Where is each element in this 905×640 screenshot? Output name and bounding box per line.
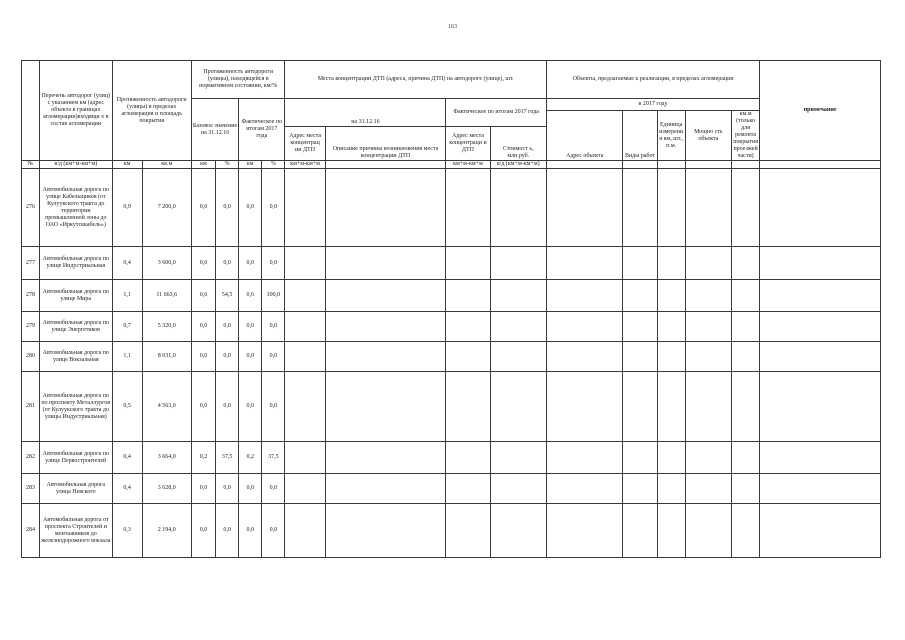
sub-n: № (22, 161, 40, 169)
row-empty-cell (285, 169, 325, 247)
sub-blank-7 (760, 161, 881, 169)
row-fact-km: 0,0 (239, 247, 262, 280)
row-empty-cell (623, 169, 657, 247)
header-dtp-date: на 31.12.16 (285, 99, 446, 127)
row-empty-cell (623, 372, 657, 442)
row-fact-km: 0,0 (239, 169, 262, 247)
row-empty-cell (546, 474, 622, 504)
row-empty-cell (325, 372, 446, 442)
sub-km3: км (239, 161, 262, 169)
row-empty-cell (657, 442, 685, 474)
row-empty-cell (685, 280, 731, 312)
row-empty-cell (657, 504, 685, 558)
row-empty-cell (546, 280, 622, 312)
row-length-km: 0,4 (112, 247, 142, 280)
header-dtp-reason: Описание причины возникновения места концентрации ДТП (325, 126, 446, 160)
row-empty-cell (657, 247, 685, 280)
row-empty-cell (657, 312, 685, 342)
row-empty-cell (760, 342, 881, 372)
row-empty-cell (490, 280, 546, 312)
row-length-km: 0,3 (112, 504, 142, 558)
row-empty-cell (685, 342, 731, 372)
row-length-km: 1,1 (112, 280, 142, 312)
row-empty-cell (285, 504, 325, 558)
row-empty-cell (285, 442, 325, 474)
sub-pct: % (216, 161, 239, 169)
row-empty-cell (446, 504, 490, 558)
row-number: 278 (22, 280, 40, 312)
sub-blank-1 (325, 161, 446, 169)
row-empty-cell (685, 504, 731, 558)
row-empty-cell (731, 372, 759, 442)
row-base-pct: 0,0 (216, 247, 239, 280)
row-road-name: Автомобильная дорога по улице Вокзальная (40, 342, 112, 372)
header-normative: Протяженность автодороги (улицы), находящейся в нормативном состоянии, км/% (191, 61, 285, 99)
header-n-blank (22, 61, 40, 161)
row-empty-cell (685, 474, 731, 504)
header-length: Протяженность автодороги (улицы) в пределах агломерация и площадь покрытия (112, 61, 191, 161)
sub-kmm2: км+м-км+м (446, 161, 490, 169)
sub-km: км (112, 161, 142, 169)
row-number: 280 (22, 342, 40, 372)
table-row (22, 504, 881, 558)
row-area: 3 664,0 (142, 442, 191, 474)
row-empty-cell (446, 372, 490, 442)
row-empty-cell (285, 474, 325, 504)
row-empty-cell (623, 312, 657, 342)
row-base-km: 0,2 (191, 442, 215, 474)
row-base-km: 0,0 (191, 504, 215, 558)
row-empty-cell (325, 312, 446, 342)
sub-blank-4 (657, 161, 685, 169)
row-empty-cell (546, 442, 622, 474)
row-empty-cell (657, 474, 685, 504)
sub-blank-6 (731, 161, 759, 169)
sub-vd: в/д (км+м-км+м) (40, 161, 112, 169)
row-empty-cell (446, 280, 490, 312)
roads-table (21, 60, 881, 558)
row-empty-cell (685, 247, 731, 280)
row-base-pct: 0,0 (216, 372, 239, 442)
row-length-km: 0,9 (112, 169, 142, 247)
row-empty-cell (685, 169, 731, 247)
table-row (22, 169, 881, 247)
header-object-address: Адрес объекта (546, 111, 622, 161)
row-empty-cell (657, 342, 685, 372)
header-capacity: Мощно сть объекта (685, 111, 731, 161)
row-fact-pct: 0,0 (262, 169, 285, 247)
row-base-pct: 37,5 (216, 442, 239, 474)
row-empty-cell (325, 247, 446, 280)
row-empty-cell (490, 372, 546, 442)
row-empty-cell (685, 372, 731, 442)
header-objects: Объекты, предлагаемые к реализации, в пределах агломерации (546, 61, 759, 99)
row-empty-cell (623, 342, 657, 372)
row-empty-cell (760, 442, 881, 474)
header-dtp-places: Места концентрации ДТП (адреса, причина ДТП) на автодороге (улице), шт. (285, 61, 547, 99)
row-length-km: 0,4 (112, 474, 142, 504)
header-year: в 2017 году (546, 99, 759, 111)
row-empty-cell (446, 169, 490, 247)
row-base-km: 0,6 (191, 280, 215, 312)
row-area: 5 320,0 (142, 312, 191, 342)
header-note: примечание (760, 61, 881, 161)
row-base-km: 0,0 (191, 474, 215, 504)
row-length-km: 0,7 (112, 312, 142, 342)
row-base-pct: 0,0 (216, 169, 239, 247)
row-empty-cell (285, 280, 325, 312)
row-empty-cell (731, 280, 759, 312)
row-empty-cell (446, 312, 490, 342)
header-road-list: Перечень автодорог (улиц) с указанием км (адрес объекта в границах агломерации)входящи х в состав агломерации (40, 61, 112, 161)
row-road-name: Автомобильная дорога по улице Мира (40, 280, 112, 312)
sub-blank-5 (685, 161, 731, 169)
row-empty-cell (657, 372, 685, 442)
row-empty-cell (285, 247, 325, 280)
row-road-name: Автомобильная дорога по по проспекту Металлургов (от Кулуукского тракта до улицы Индустриальная) (40, 372, 112, 442)
row-empty-cell (546, 247, 622, 280)
row-empty-cell (546, 342, 622, 372)
row-empty-cell (623, 442, 657, 474)
row-number: 279 (22, 312, 40, 342)
row-fact-km: 0,0 (239, 342, 262, 372)
row-empty-cell (490, 474, 546, 504)
row-base-km: 0,0 (191, 169, 215, 247)
row-empty-cell (325, 169, 446, 247)
row-empty-cell (446, 247, 490, 280)
row-road-name: Автомобильная дорога по улице Кабельщиков (от Кулуукского тракта до территории промышленной зоны до ОАО «Иркутсккабель») (40, 169, 112, 247)
row-empty-cell (490, 504, 546, 558)
row-fact-pct: 0,0 (262, 474, 285, 504)
row-empty-cell (760, 312, 881, 342)
row-empty-cell (546, 312, 622, 342)
header-dtp-fact: Фактическое по итогам 2017 года (446, 99, 547, 127)
row-empty-cell (546, 504, 622, 558)
row-empty-cell (285, 342, 325, 372)
row-fact-km: 0,0 (239, 312, 262, 342)
row-empty-cell (490, 442, 546, 474)
row-empty-cell (760, 280, 881, 312)
row-empty-cell (285, 372, 325, 442)
row-road-name: Автомобильная дорога по улице Энергетиков (40, 312, 112, 342)
header-work-types: Виды работ (623, 111, 657, 161)
row-empty-cell (490, 342, 546, 372)
row-length-km: 0,4 (112, 442, 142, 474)
header-fact-2017: Фактическое по итогам 2017 года (239, 99, 285, 161)
row-number: 277 (22, 247, 40, 280)
row-area: 8 031,0 (142, 342, 191, 372)
row-fact-pct: 0,0 (262, 247, 285, 280)
row-empty-cell (760, 372, 881, 442)
row-base-km: 0,0 (191, 342, 215, 372)
sub-blank-3 (623, 161, 657, 169)
row-empty-cell (325, 280, 446, 312)
row-base-km: 0,0 (191, 247, 215, 280)
table-row (22, 280, 881, 312)
header-unit: Единица измерени я км, шт., п.м. (657, 111, 685, 161)
row-empty-cell (760, 247, 881, 280)
row-empty-cell (760, 504, 881, 558)
row-empty-cell (731, 342, 759, 372)
sub-kmm: км+м-км+м (285, 161, 325, 169)
row-road-name: Автомобильная дорога от проспекта Строителей и монтажников до железнодорожного вокзала (40, 504, 112, 558)
row-empty-cell (325, 504, 446, 558)
row-empty-cell (685, 312, 731, 342)
header-dtp-address2: Адрес места концентраци и ДТП (446, 126, 490, 160)
row-base-pct: 54,5 (216, 280, 239, 312)
row-fact-pct: 0,0 (262, 372, 285, 442)
row-empty-cell (623, 247, 657, 280)
table-row (22, 474, 881, 504)
row-empty-cell (657, 169, 685, 247)
row-empty-cell (731, 504, 759, 558)
sub-km2: км (191, 161, 215, 169)
row-empty-cell (760, 169, 881, 247)
row-empty-cell (731, 312, 759, 342)
row-empty-cell (731, 474, 759, 504)
row-base-km: 0,0 (191, 372, 215, 442)
row-fact-km: 0,0 (239, 372, 262, 442)
row-fact-km: 0,0 (239, 504, 262, 558)
row-empty-cell (685, 442, 731, 474)
sub-vd2: в/д (км+м-км+м) (490, 161, 546, 169)
table-row (22, 372, 881, 442)
row-empty-cell (325, 442, 446, 474)
header-km-repair: км.м (только для ремонта покрытия проезжей части) (733, 111, 758, 159)
row-area: 3 628,0 (142, 474, 191, 504)
row-number: 283 (22, 474, 40, 504)
table-row (22, 442, 881, 474)
row-empty-cell (731, 442, 759, 474)
row-empty-cell (490, 312, 546, 342)
header-dtp-address: Адрес места концентрац ии ДТП (285, 126, 325, 160)
row-empty-cell (731, 247, 759, 280)
row-empty-cell (731, 169, 759, 247)
row-area: 2 194,0 (142, 504, 191, 558)
page-number: 163 (448, 24, 457, 30)
row-base-km: 0,0 (191, 312, 215, 342)
row-empty-cell (490, 169, 546, 247)
row-number: 281 (22, 372, 40, 442)
row-area: 11 663,6 (142, 280, 191, 312)
row-empty-cell (446, 342, 490, 372)
row-empty-cell (325, 474, 446, 504)
row-empty-cell (325, 342, 446, 372)
sub-blank-2 (546, 161, 622, 169)
table-row (22, 247, 881, 280)
row-fact-pct: 100,0 (262, 280, 285, 312)
row-fact-pct: 37,5 (262, 442, 285, 474)
row-empty-cell (760, 474, 881, 504)
row-empty-cell (623, 280, 657, 312)
row-empty-cell (623, 474, 657, 504)
row-area: 4 563,0 (142, 372, 191, 442)
header-base: Базовое значение на 31.12.16 (191, 99, 238, 161)
row-empty-cell (657, 280, 685, 312)
row-base-pct: 0,0 (216, 312, 239, 342)
row-road-name: Автомобильная дорога улица Невского (40, 474, 112, 504)
row-area: 3 600,0 (142, 247, 191, 280)
row-empty-cell (546, 372, 622, 442)
header-cost: Стоимост ь, млн.руб. (490, 126, 546, 160)
row-fact-pct: 0,0 (262, 342, 285, 372)
row-road-name: Автомобильная дорога по улице Индустриальная (40, 247, 112, 280)
row-length-km: 1,1 (112, 342, 142, 372)
row-empty-cell (623, 504, 657, 558)
row-empty-cell (285, 312, 325, 342)
row-number: 276 (22, 169, 40, 247)
row-base-pct: 0,0 (216, 474, 239, 504)
sub-pct2: % (262, 161, 285, 169)
row-base-pct: 0,0 (216, 504, 239, 558)
row-fact-pct: 0,0 (262, 504, 285, 558)
row-road-name: Автомобильная дорога по улице Первостроителей (40, 442, 112, 474)
row-empty-cell (490, 247, 546, 280)
row-fact-km: 0,0 (239, 474, 262, 504)
sub-kvm: кв.м (142, 161, 191, 169)
row-area: 7 200,0 (142, 169, 191, 247)
row-fact-km: 0,2 (239, 442, 262, 474)
row-empty-cell (546, 169, 622, 247)
table-row (22, 342, 881, 372)
row-empty-cell (446, 474, 490, 504)
table-row (22, 312, 881, 342)
row-length-km: 0,5 (112, 372, 142, 442)
row-number: 282 (22, 442, 40, 474)
row-fact-km: 0,6 (239, 280, 262, 312)
row-fact-pct: 0,0 (262, 312, 285, 342)
row-base-pct: 0,0 (216, 342, 239, 372)
row-empty-cell (446, 442, 490, 474)
row-number: 284 (22, 504, 40, 558)
